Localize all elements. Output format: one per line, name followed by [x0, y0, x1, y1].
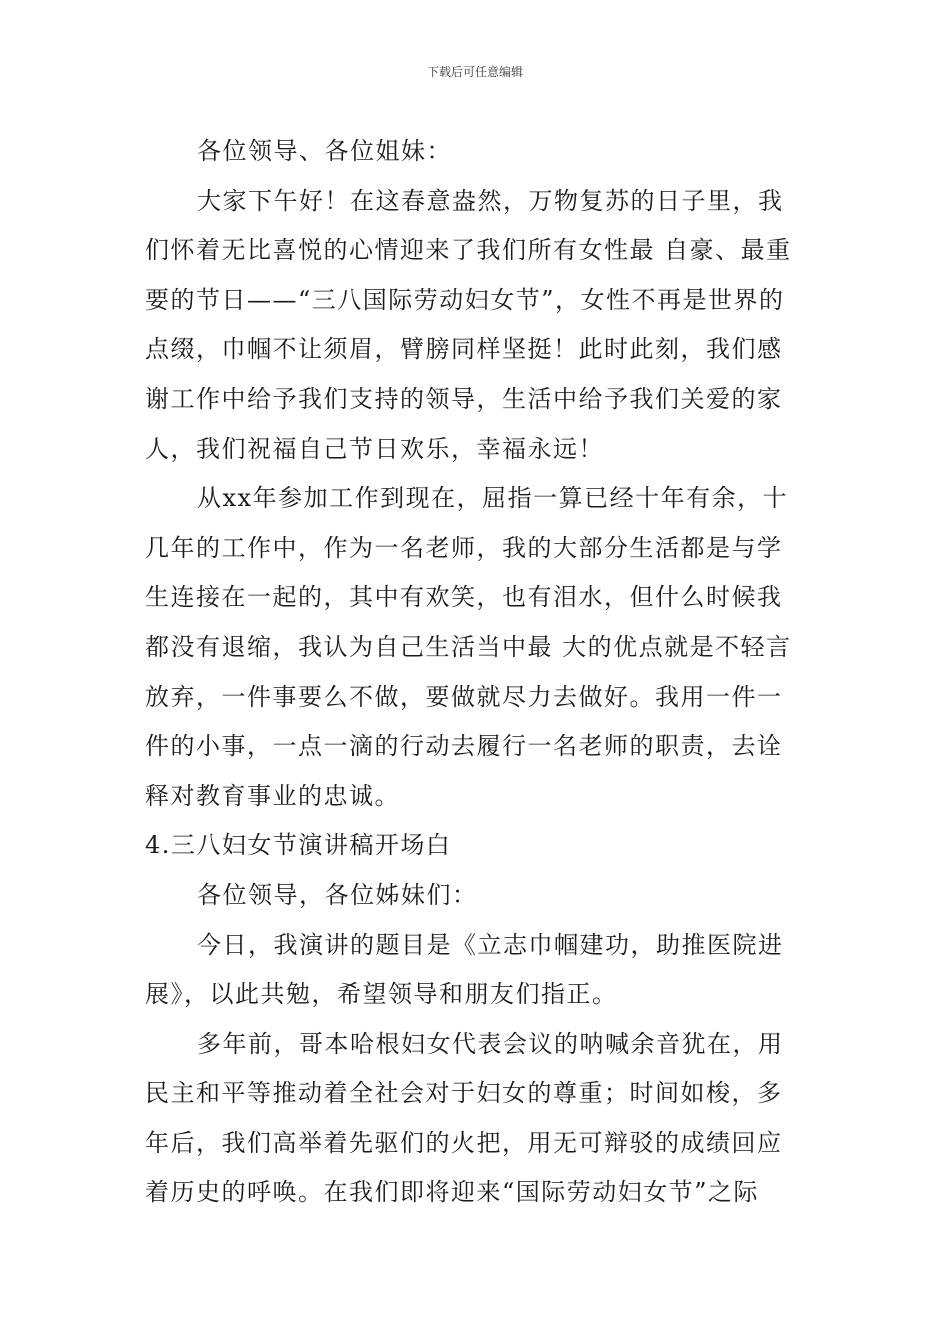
paragraph-topic: 今日，我演讲的题目是《立志巾帼建功，助推医院进展》，以此共勉，希望领导和朋友们指正。: [145, 930, 784, 1009]
paragraph-history: 多年前，哥本哈根妇女代表会议的呐喊余音犹在，用民主和平等推动着全社会对于妇女的尊重；时间如梭，多年后，我们高举着先驱们的火把，用无可辩驳的成绩回应着历史的呼唤。在我们即将迎来“国际劳动妇女节”之际: [145, 1029, 784, 1207]
page-header: 下载后可任意编辑: [426, 65, 523, 79]
paragraph-career: 从xx年参加工作到现在，屈指一算已经十年有余，十几年的工作中，作为一名老师，我的大部分生活都是与学生连接在一起的，其中有欢笑，也有泪水，但什么时候我都没有退缩，我认为自己生活当中最 大的优点就是不轻言放弃，一件事要么不做，要做就尽力去做好。我用一件一件的小事，一点一滴的行动去履行一名老师的职责，去诠释对教育事业的忠诚。: [145, 484, 792, 810]
document-body: [145, 127, 807, 1218]
paragraph-greeting: 大家下午好！在这春意盎然，万物复苏的日子里，我们怀着无比喜悦的心情迎来了我们所有女性最 自豪、最重要的节日——“三八国际劳动妇女节”，女性不再是世界的点缀，巾帼不让须眉，臂膀同样坚挺！此时此刻，我们感谢工作中给予我们支持的领导，生活中给予我们关爱的家人，我们祝福自己节日欢乐，幸福永远！: [145, 186, 792, 463]
section-heading: 4.三八妇女节演讲稿开场白: [145, 831, 452, 860]
salutation-2: 各位领导，各位姊妹们：: [197, 880, 478, 909]
salutation-1: 各位领导、各位姐妹：: [197, 137, 452, 165]
